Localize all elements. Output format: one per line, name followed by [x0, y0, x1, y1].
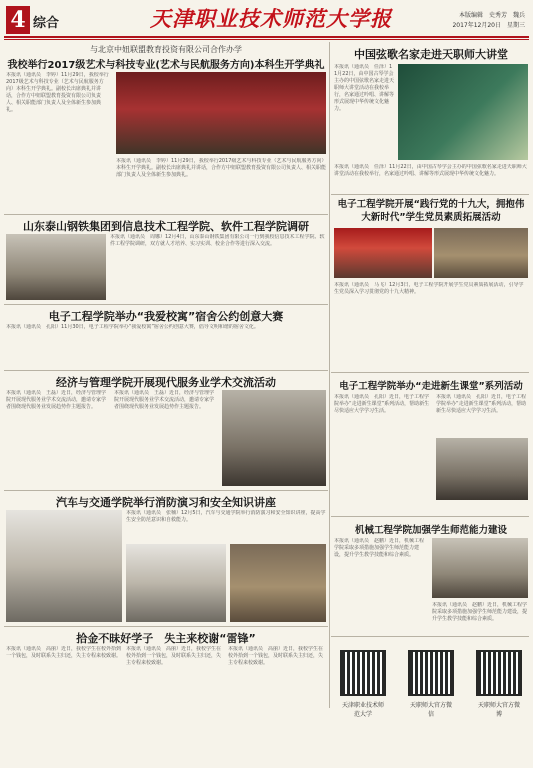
a2-body: 本报讯（通讯员 周娜）12月4日，山东泰山钢铁集团有限公司一行到我校信息技术工程学院、软件工程学院调研，双方就人才培养、实习实训、校企合作等进行深入交流。	[110, 234, 325, 247]
page-number: 4	[6, 6, 30, 34]
qr-label-wechat: 天职师大官方微信	[409, 702, 452, 718]
a3-body: 本报讯（通讯员 孔阳）11月30日，电子工程学院举办“我爱校寓”宿舍公约创意大赛，倡导文明和谐的宿舍文化。	[6, 324, 259, 330]
a10-body: 本报讯（通讯员 赵鹏）近日，机械工程学院采取多项措施加强学生师范能力建设，提升学生教学技能和综合素质。	[334, 538, 425, 558]
qr-code-wechat	[408, 650, 454, 696]
a2-photo-visit	[6, 234, 106, 300]
a6-body: 本报讯（通讯员 高丽）近日，我校学生在校外拾到一个钱包，及时联系失主归还，失主专程来校致谢。	[6, 646, 122, 659]
a2-title: 山东泰山钢铁集团到信息技术工程学院、软件工程学院调研	[23, 220, 309, 233]
section-title: 综合	[33, 16, 60, 31]
column-divider	[329, 42, 330, 708]
qr-code-school	[340, 650, 386, 696]
masthead: 天津职业技术师范大学报	[150, 6, 392, 31]
a8-title: 电子工程学院开展“践行党的十九大，拥抱伟大新时代”学生党员素质拓展活动	[337, 199, 525, 223]
a7-title: 中国弦歌名家走进天职师大讲堂	[354, 48, 508, 61]
divider	[4, 304, 328, 305]
a9-body: 本报讯（通讯员 孔阳）近日，电子工程学院举办“走进新生课堂”系列活动，帮助新生尽快适应大学学习生活。	[334, 394, 430, 414]
a8-photo-activity	[434, 228, 528, 278]
a4-photo-lecture	[222, 390, 326, 486]
qr-label-weibo: 天职师大官方微博	[477, 702, 520, 718]
date-line: 2017年12月20日 星期三	[452, 22, 525, 29]
a8-photo-group	[334, 228, 432, 278]
a5-body: 本报讯（通讯员 张楠）12月5日，汽车与交通学院举行消防演习和安全知识讲座，提高学生安全防范意识和自救能力。	[126, 510, 326, 523]
a1-body: 本报讯（通讯员 李婷）11月29日，我校举行2017级艺术与科技专业（艺术与民航服务方向）本科生开学典礼。副校长出席典礼并讲话，合作方中妞联盟教育投资有限公司负责人、相关职能部门负责人及全体新生参加典礼。	[6, 72, 109, 113]
a5-photo-lecture	[230, 544, 326, 622]
a5-photo-extinguisher	[126, 544, 226, 622]
divider	[331, 636, 529, 637]
a9-photo-classroom	[436, 438, 528, 500]
a1-photo-ceremony	[116, 72, 326, 154]
a5-photo-drill	[6, 510, 122, 622]
a10-photo-training	[432, 538, 528, 598]
divider	[331, 194, 529, 195]
a10-body-cont: 本报讯（通讯员 赵鹏）近日，机械工程学院采取多项措施加强学生师范能力建设，提升学生教学技能和综合素质。	[432, 602, 528, 622]
divider	[4, 490, 328, 491]
a4-body-cont: 本报讯（通讯员 王磊）近日，经济与管理学院开展现代服务业学术交流活动，邀请专家学者围绕现代服务业发展趋势作主题报告。	[114, 390, 215, 410]
a7-body: 本报讯（通讯员 任泽）11月22日，由中国古琴学会主办的中国弦歌名家走进天职师大讲堂活动在我校举行，名家通过吟唱、讲解等形式展现中华传统文化魅力。	[334, 64, 394, 112]
a5-title: 汽车与交通学院举行消防演习和安全知识讲座	[56, 496, 276, 509]
a7-photo-performance	[398, 64, 528, 160]
a3-title: 电子工程学院举办“我爱校寓”宿舍公约创意大赛	[48, 310, 284, 323]
a10-title: 机械工程学院加强学生师范能力建设	[354, 525, 507, 536]
editor-line: 本版编辑 史秀芳 魏兵	[458, 12, 525, 19]
header-rule-thin	[4, 39, 529, 40]
a8-body: 本报讯（通讯员 马飞）12月3日，电子工程学院开展学生党员素质拓展活动，引导学生党员深入学习贯彻党的十九大精神。	[334, 282, 524, 295]
a6-title: 拾金不昧好学子 失主来校谢“雷锋”	[76, 632, 256, 645]
qr-code-weibo	[476, 650, 522, 696]
a4-body: 本报讯（通讯员 王磊）近日，经济与管理学院开展现代服务业学术交流活动，邀请专家学者围绕现代服务业发展趋势作主题报告。	[6, 390, 107, 410]
divider	[331, 372, 529, 373]
a1-body-cont: 本报讯（通讯员 李婷）11月29日，我校举行2017级艺术与科技专业（艺术与民航服务方向）本科生开学典礼。副校长出席典礼并讲话，合作方中妞联盟教育投资有限公司负责人、相关职能部门负责人及全体新生参加典礼。	[116, 158, 326, 178]
a1-kicker: 与北京中妞联盟教育投资有限公司合作办学	[90, 45, 242, 54]
divider	[331, 516, 529, 517]
header-rule	[4, 36, 529, 38]
a7-body-cont: 本报讯（通讯员 任泽）11月22日，由中国古琴学会主办的中国弦歌名家走进天职师大讲堂活动在我校举行，名家通过吟唱、讲解等形式展现中华传统文化魅力。	[334, 164, 527, 177]
divider	[4, 214, 328, 215]
divider	[4, 626, 328, 627]
qr-label-school: 天津职业技术师范大学	[341, 702, 384, 718]
a9-title: 电子工程学院举办“走进新生课堂”系列活动	[339, 381, 523, 392]
a4-title: 经济与管理学院开展现代服务业学术交流活动	[56, 376, 276, 389]
a6-body-cont: 本报讯（通讯员 高丽）近日，我校学生在校外拾到一个钱包，及时联系失主归还，失主专程来校致谢。	[126, 646, 222, 666]
a6-body-cont2: 本报讯（通讯员 高丽）近日，我校学生在校外拾到一个钱包，及时联系失主归还，失主专程来校致谢。	[228, 646, 324, 666]
a1-title: 我校举行2017级艺术与科技专业(艺术与民航服务方向)本科生开学典礼	[7, 60, 325, 71]
divider	[4, 370, 328, 371]
a9-body-cont: 本报讯（通讯员 孔阳）近日，电子工程学院举办“走进新生课堂”系列活动，帮助新生尽快适应大学学习生活。	[436, 394, 527, 414]
